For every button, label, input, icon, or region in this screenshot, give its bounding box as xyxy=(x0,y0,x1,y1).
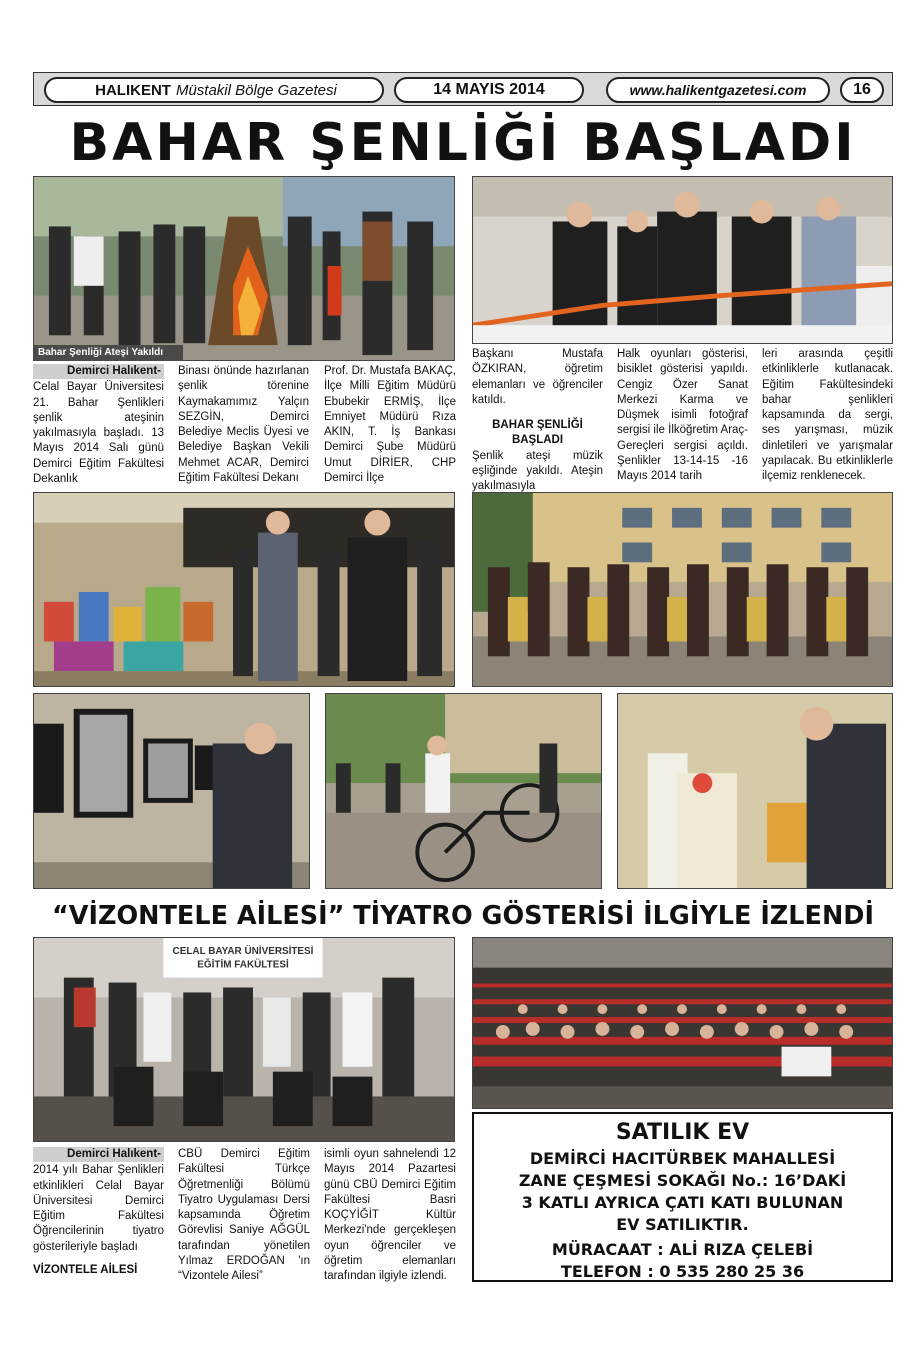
article2-text-2: CBÜ Demirci Eğitim Fakültesi Türkçe Öğretmenliği Bölümü Tiyatro Uygulaması Dersi kapsamında Öğretim Görevlisi Saniye AĞGÜL tarafından yönetilen Yılmaz ERDOĞAN 'ın “Vizontele Ailesi” xyxy=(178,1148,310,1283)
paper-subtitle: Müstakil Bölge Gazetesi xyxy=(175,81,337,99)
banner-text-1: CELAL BAYAR ÜNİVERSİTESİ xyxy=(172,945,314,957)
ad-contact: MÜRACAAT : ALİ RIZA ÇELEBİ xyxy=(551,1240,814,1259)
article1-subhead: BAHAR ŞENLİĞİ BAŞLADI xyxy=(492,419,583,447)
bonfire-photo xyxy=(33,176,455,361)
article1-text-1: Celal Bayar Üniversitesi 21. Bahar Şenlikleri şenlik ateşinin yakılmasıyla başladı. 13 Mayıs 2014 Salı günü Demirci Eğitim Fakültesi Dekanlık xyxy=(33,381,164,486)
ad-title: SATILIK EV xyxy=(615,1120,750,1145)
article1-text-4b: Şenlik ateşi müzik eşliğinde yakıldı. Ateşin yakılmasıyla xyxy=(472,449,603,493)
classified-ad xyxy=(472,1112,893,1282)
ad-line-1: DEMİRCİ HACITÜRBEK MAHALLESİ xyxy=(529,1149,836,1168)
article2-column-3 xyxy=(324,1147,456,1287)
article1-text-4a: Başkanı Mustafa ÖZKIRAN, öğretim elemanları ve öğrenciler katıldı. xyxy=(472,348,603,406)
article2-byline: Demirci Halıkent- xyxy=(33,1147,164,1162)
ad-phone: TELEFON : 0 535 280 25 36 xyxy=(560,1262,805,1281)
issue-date: 14 MAYIS 2014 xyxy=(394,77,584,103)
photo-exhibition-photo xyxy=(33,693,310,889)
article1-byline: Demirci Halıkent- xyxy=(33,364,164,379)
main-headline: BAHAR ŞENLİĞİ BAŞLADI xyxy=(69,113,857,173)
article1-column-1 xyxy=(33,364,164,486)
article1-text-5: Halk oyunları gösterisi, bisiklet gösterisi yapıldı. Cengiz Özer Sanat Merkezi Karma ve Düşmek isimli fotoğraf sergisi ile İlköğretim Araç-Gereçleri sergisi açıldı. Şenlikler 13-14-15 -16 Mayıs 2014 tarih xyxy=(617,348,749,483)
article2-text-3: isimli oyun sahnelendi 12 Mayıs 2014 Pazartesi günü CBÜ Demirci Eğitim Fakültesi Basri KOÇYİĞİT Kültür Merkezi'nde gerçekleşen oyun öğrenciler ve öğretim elemanları tarafından ilgiyle izlendi. xyxy=(324,1148,456,1283)
ad-line-2: ZANE ÇEŞMESİ SOKAĞI No.: 16’DAKİ xyxy=(518,1171,847,1190)
website-url: www.halikentgazetesi.com xyxy=(606,77,830,103)
paper-title: HALIKENT xyxy=(95,81,171,99)
article1-text-2: Binası önünde hazırlanan şenlik törenine Kaymakamımız Yalçın SEZGİN, Demirci Belediye Meclis Üyesi ve Belediye Başkan Vekili Mehmet ACAR, Demirci Eğitim Fakültesi Dekanı xyxy=(178,365,309,485)
article1-column-6 xyxy=(762,347,893,486)
banner-text-2: EĞİTİM FAKÜLTESİ xyxy=(197,959,289,971)
theatre-headline: “VİZONTELE AİLESİ” TİYATRO GÖSTERİSİ İLGİYLE İZLENDİ xyxy=(52,901,874,931)
article2-column-2 xyxy=(178,1147,310,1287)
folk-dance-photo xyxy=(472,492,893,687)
exhibition-photo xyxy=(33,492,455,687)
article1-column-5 xyxy=(617,347,748,486)
theatre-audience-photo xyxy=(472,937,893,1109)
masthead-bar xyxy=(33,72,893,106)
article1-text-3: Prof. Dr. Mustafa BAKAÇ, İlçe Milli Eğitim Müdürü Ebubekir ERMİŞ, İlçe Emniyet Müdürü Rıza AKIN, T. İş Bankası Demirci Şube Müdürü Umut DİRİER, CHP Demirci İlçe xyxy=(324,365,456,485)
article1-column-4 xyxy=(472,347,603,493)
article2-text-1: 2014 yılı Bahar Şenlikleri etkinlikleri Celal Bayar Üniversitesi Demirci Eğitim Fakültesi Öğrencilerinin tiyatro gösterileriyle başladı xyxy=(33,1164,164,1253)
article2-subhead: VİZONTELE AİLESİ xyxy=(33,1264,138,1277)
page-number: 16 xyxy=(840,77,884,103)
theatre-group-photo xyxy=(33,937,455,1142)
ad-line-4: EV SATILIKTIR. xyxy=(616,1215,749,1234)
bicycle-show-photo xyxy=(325,693,602,889)
article1-column-2 xyxy=(178,364,309,486)
art-display-photo xyxy=(617,693,893,889)
article1-column-3 xyxy=(324,364,456,486)
photo-caption: Bahar Şenliği Ateşi Yakıldı xyxy=(33,345,183,361)
article2-column-1 xyxy=(33,1147,164,1287)
ribbon-cutting-photo xyxy=(472,176,893,344)
ad-line-3: 3 KATLI AYRICA ÇATI KATI BULUNAN xyxy=(521,1193,844,1212)
article1-text-6: leri arasında çeşitli etkinliklerle kutlanacak. Eğitim Fakültesindeki bahar şenlikleri kapsamında da sergi, ses yarışması, müzik dinletileri ve yarışmalar yapılacak. Bu etkinliklerle ilçemiz renklenecek. xyxy=(762,348,893,483)
paper-name xyxy=(44,77,384,103)
